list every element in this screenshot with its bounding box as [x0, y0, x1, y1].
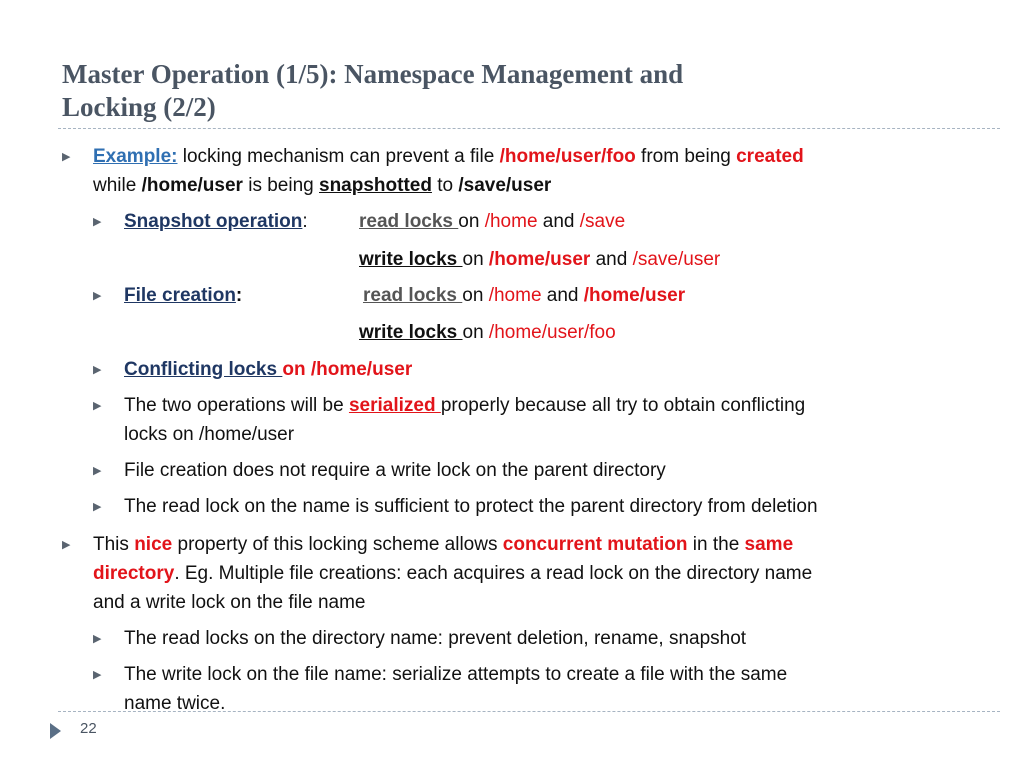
- snapshot-write-locks: [359, 248, 720, 272]
- triangle-bullet-icon: ▶: [93, 400, 102, 412]
- text-run: . Eg. Multiple file creations: each acquires a read lock on the directory name: [174, 563, 813, 584]
- triangle-bullet-icon: ▶: [93, 364, 102, 376]
- text-run: and: [590, 249, 633, 270]
- write-lock-file-note-1: The write lock on the file name: serialize attempts to create a file with the same: [124, 664, 788, 685]
- path-text: /save/user: [458, 175, 552, 196]
- file-creation-label: File creation: [124, 285, 236, 306]
- triangle-bullet-icon: ▶: [93, 216, 102, 228]
- text-run: on: [458, 211, 485, 232]
- lock-type-label: read locks: [359, 211, 459, 232]
- lock-type-label: read locks: [363, 285, 463, 306]
- text-run: from being: [635, 146, 737, 167]
- write-lock-file-note-2: name twice.: [124, 693, 226, 714]
- serialized-line-2: locks on /home/user: [124, 424, 295, 445]
- text-run: in the: [687, 534, 745, 555]
- path-text: /home/user: [310, 359, 413, 380]
- nice-property-line-2: [93, 562, 812, 586]
- keyword-text: directory: [93, 563, 175, 584]
- example-label: Example:: [93, 146, 178, 167]
- triangle-bullet-icon: ▶: [93, 465, 102, 477]
- keyword-text: same: [744, 534, 794, 555]
- text-run: on: [462, 322, 489, 343]
- nice-property-line-3: and a write lock on the file name: [93, 592, 366, 613]
- page-number: 22: [80, 720, 97, 737]
- file-creation-read-locks: [363, 284, 685, 308]
- text-run: is being: [242, 175, 319, 196]
- triangle-bullet-icon: ▶: [93, 633, 102, 645]
- triangle-bullet-icon: ▶: [93, 669, 102, 681]
- text-run: :: [235, 285, 243, 306]
- path-text: /home: [488, 285, 542, 306]
- slide-title-line-1: Master Operation (1/5): Namespace Management and: [62, 59, 684, 89]
- path-text: /home/user: [583, 285, 686, 306]
- example-line-2: [93, 174, 551, 198]
- text-run: on: [462, 249, 489, 270]
- read-lock-note: The read lock on the name is sufficient to protect the parent directory from deletion: [124, 496, 818, 517]
- keyword-text: serialized: [348, 395, 441, 416]
- text-run: This: [93, 534, 135, 555]
- text-run: property of this locking scheme allows: [172, 534, 503, 555]
- example-line-1: [93, 145, 804, 169]
- lock-type-label: write locks: [359, 322, 463, 343]
- lock-type-label: write locks: [359, 249, 463, 270]
- footer-arrow-icon: [50, 723, 61, 739]
- snapshot-read-locks: [359, 210, 625, 234]
- text-run: locking mechanism can prevent a file: [177, 146, 500, 167]
- path-text: /home/user: [488, 249, 591, 270]
- path-text: /home/user/foo: [488, 322, 616, 343]
- path-text: /save/user: [632, 249, 721, 270]
- snapshot-operation-label: Snapshot operation: [124, 211, 303, 232]
- triangle-bullet-icon: ▶: [93, 290, 102, 302]
- slide-title: [62, 58, 962, 124]
- path-text: /save: [579, 211, 626, 232]
- text-run: on: [282, 359, 311, 380]
- file-creation-write-locks: [359, 321, 616, 345]
- keyword-text: nice: [134, 534, 173, 555]
- text-run: on: [462, 285, 489, 306]
- file-creation-line: [124, 284, 242, 308]
- snapshot-operation-line: [124, 210, 308, 234]
- text-run: and: [537, 211, 580, 232]
- footer-divider: [58, 711, 1000, 712]
- read-locks-directory-note: The read locks on the directory name: prevent deletion, rename, snapshot: [124, 628, 747, 649]
- keyword-text: snapshotted: [319, 175, 432, 196]
- text-run: properly because all try to obtain conflicting: [440, 395, 806, 416]
- triangle-bullet-icon: ▶: [93, 501, 102, 513]
- title-divider: [58, 128, 1000, 129]
- serialized-line-1: [124, 394, 805, 418]
- triangle-bullet-icon: ▶: [62, 151, 71, 163]
- text-run: and: [541, 285, 584, 306]
- text-run: :: [302, 211, 308, 232]
- path-text: /home: [484, 211, 538, 232]
- triangle-bullet-icon: ▶: [62, 539, 71, 551]
- nice-property-line-1: [93, 533, 793, 557]
- path-text: /home/user: [141, 175, 243, 196]
- conflicting-locks-label: Conflicting locks: [124, 359, 283, 380]
- path-text: /home/user/foo: [499, 146, 636, 167]
- slide-title-line-2: Locking (2/2): [62, 92, 216, 122]
- text-run: The two operations will be: [124, 395, 349, 416]
- keyword-text: created: [736, 146, 804, 167]
- text-run: while: [93, 175, 142, 196]
- keyword-text: concurrent mutation: [502, 534, 688, 555]
- conflicting-locks-line: [124, 358, 412, 382]
- file-creation-note: File creation does not require a write lock on the parent directory: [124, 460, 666, 481]
- text-run: to: [431, 175, 459, 196]
